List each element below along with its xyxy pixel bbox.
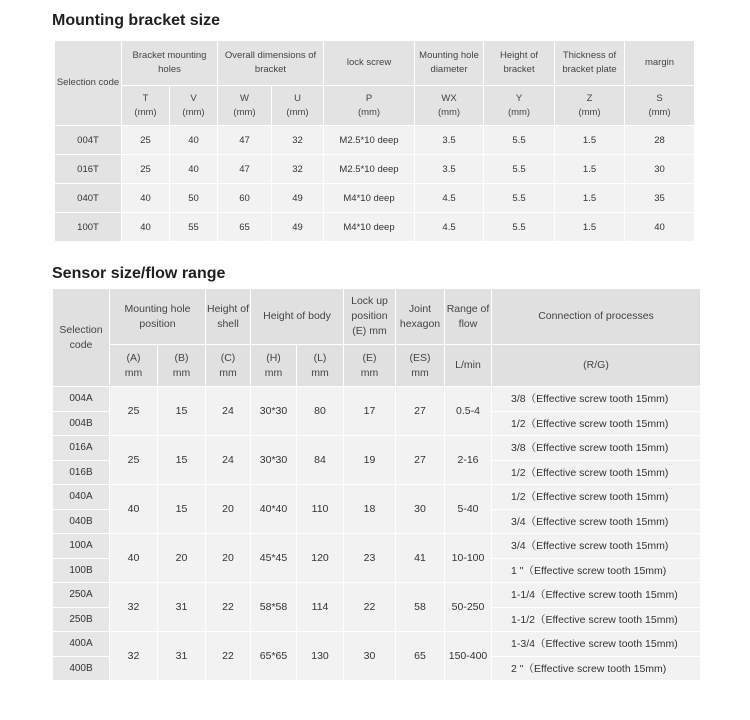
cell-y: 5.5 bbox=[484, 213, 555, 242]
unit-A: (A) mm bbox=[110, 345, 158, 387]
cell-code: 040B bbox=[53, 509, 110, 534]
unit-WX: WX (mm) bbox=[415, 86, 484, 126]
cell-b: 20 bbox=[158, 534, 206, 583]
cell-code: 250A bbox=[53, 583, 110, 608]
header-selection-code: Selection code bbox=[55, 41, 122, 126]
cell-w: 47 bbox=[218, 155, 272, 184]
cell-t: 25 bbox=[122, 126, 170, 155]
cell-b: 15 bbox=[158, 387, 206, 436]
cell-c: 20 bbox=[206, 485, 251, 534]
cell-w: 65 bbox=[218, 213, 272, 242]
cell-l: 120 bbox=[297, 534, 344, 583]
cell-connection: 1/2（Effective screw tooth 15mm) bbox=[492, 485, 701, 510]
cell-l: 84 bbox=[297, 436, 344, 485]
cell-a: 25 bbox=[110, 387, 158, 436]
cell-h: 30*30 bbox=[251, 387, 297, 436]
unit-S: S (mm) bbox=[625, 86, 695, 126]
cell-b: 31 bbox=[158, 632, 206, 681]
unit-rg: (R/G) bbox=[492, 345, 701, 387]
cell-a: 32 bbox=[110, 632, 158, 681]
unit-B: (B) mm bbox=[158, 345, 206, 387]
table-row bbox=[55, 126, 695, 155]
cell-y: 5.5 bbox=[484, 126, 555, 155]
cell-l: 110 bbox=[297, 485, 344, 534]
cell-connection: 3/4（Effective screw tooth 15mm) bbox=[492, 534, 701, 559]
cell-u: 32 bbox=[272, 126, 324, 155]
header-hole-diameter: Mounting hole diameter bbox=[415, 41, 484, 86]
table-row bbox=[55, 184, 695, 213]
cell-h: 40*40 bbox=[251, 485, 297, 534]
sensor-size-title: Sensor size/flow range bbox=[52, 265, 226, 282]
cell-u: 49 bbox=[272, 184, 324, 213]
cell-connection: 1-1/4（Effective screw tooth 15mm) bbox=[492, 583, 701, 608]
header-lock-screw: lock screw bbox=[324, 41, 415, 86]
cell-e: 19 bbox=[344, 436, 396, 485]
cell-a: 40 bbox=[110, 534, 158, 583]
cell-code: 016B bbox=[53, 460, 110, 485]
cell-code: 100T bbox=[55, 213, 122, 242]
unit-V: V (mm) bbox=[170, 86, 218, 126]
unit-ES: (ES) mm bbox=[396, 345, 445, 387]
table-row bbox=[53, 485, 701, 510]
cell-e: 18 bbox=[344, 485, 396, 534]
cell-u: 49 bbox=[272, 213, 324, 242]
cell-range: 0.5-4 bbox=[445, 387, 492, 436]
cell-wx: 4.5 bbox=[415, 184, 484, 213]
header-margin: margin bbox=[625, 41, 695, 86]
cell-code: 400A bbox=[53, 632, 110, 657]
cell-p: M2.5*10 deep bbox=[324, 126, 415, 155]
cell-h: 58*58 bbox=[251, 583, 297, 632]
cell-w: 47 bbox=[218, 126, 272, 155]
cell-s: 30 bbox=[625, 155, 695, 184]
cell-es: 58 bbox=[396, 583, 445, 632]
cell-range: 2-16 bbox=[445, 436, 492, 485]
cell-c: 22 bbox=[206, 583, 251, 632]
cell-connection: 3/4（Effective screw tooth 15mm) bbox=[492, 509, 701, 534]
table-row bbox=[53, 632, 701, 657]
cell-b: 31 bbox=[158, 583, 206, 632]
table-row bbox=[53, 387, 701, 412]
cell-code: 040A bbox=[53, 485, 110, 510]
cell-p: M2.5*10 deep bbox=[324, 155, 415, 184]
cell-code: 004A bbox=[53, 387, 110, 412]
cell-c: 20 bbox=[206, 534, 251, 583]
table-row bbox=[53, 436, 701, 461]
cell-code: 004T bbox=[55, 126, 122, 155]
cell-v: 40 bbox=[170, 126, 218, 155]
table-row bbox=[53, 583, 701, 608]
cell-wx: 4.5 bbox=[415, 213, 484, 242]
cell-h: 30*30 bbox=[251, 436, 297, 485]
cell-z: 1.5 bbox=[555, 155, 625, 184]
cell-range: 10-100 bbox=[445, 534, 492, 583]
header-selection-code: Selection code bbox=[53, 289, 110, 387]
unit-Y: Y (mm) bbox=[484, 86, 555, 126]
cell-code: 100A bbox=[53, 534, 110, 559]
header-lock-up: Lock up position (E) mm bbox=[344, 289, 396, 345]
unit-W: W (mm) bbox=[218, 86, 272, 126]
cell-l: 114 bbox=[297, 583, 344, 632]
header-height: Height of bracket bbox=[484, 41, 555, 86]
cell-c: 24 bbox=[206, 387, 251, 436]
cell-v: 55 bbox=[170, 213, 218, 242]
unit-H: (H) mm bbox=[251, 345, 297, 387]
cell-y: 5.5 bbox=[484, 184, 555, 213]
unit-C: (C) mm bbox=[206, 345, 251, 387]
bracket-size-title: Mounting bracket size bbox=[52, 12, 221, 29]
cell-code: 004B bbox=[53, 411, 110, 436]
cell-code: 100B bbox=[53, 558, 110, 583]
cell-range: 150-400 bbox=[445, 632, 492, 681]
cell-w: 60 bbox=[218, 184, 272, 213]
cell-e: 17 bbox=[344, 387, 396, 436]
cell-wx: 3.5 bbox=[415, 126, 484, 155]
cell-z: 1.5 bbox=[555, 213, 625, 242]
unit-E: (E) mm bbox=[344, 345, 396, 387]
cell-e: 30 bbox=[344, 632, 396, 681]
header-overall-dimensions: Overall dimensions of bracket bbox=[218, 41, 324, 86]
cell-t: 25 bbox=[122, 155, 170, 184]
table-row bbox=[55, 213, 695, 242]
cell-v: 50 bbox=[170, 184, 218, 213]
header-thickness: Thickness of bracket plate bbox=[555, 41, 625, 86]
unit-P: P (mm) bbox=[324, 86, 415, 126]
cell-s: 35 bbox=[625, 184, 695, 213]
cell-es: 27 bbox=[396, 387, 445, 436]
cell-connection: 1-3/4（Effective screw tooth 15mm) bbox=[492, 632, 701, 657]
bracket-size-table bbox=[54, 40, 695, 242]
cell-h: 45*45 bbox=[251, 534, 297, 583]
cell-connection: 3/8（Effective screw tooth 15mm) bbox=[492, 387, 701, 412]
table-row bbox=[55, 155, 695, 184]
cell-connection: 3/8（Effective screw tooth 15mm) bbox=[492, 436, 701, 461]
cell-a: 40 bbox=[110, 485, 158, 534]
cell-l: 130 bbox=[297, 632, 344, 681]
cell-a: 25 bbox=[110, 436, 158, 485]
cell-t: 40 bbox=[122, 213, 170, 242]
cell-y: 5.5 bbox=[484, 155, 555, 184]
header-shell-height: Height of shell bbox=[206, 289, 251, 345]
cell-s: 28 bbox=[625, 126, 695, 155]
unit-Z: Z (mm) bbox=[555, 86, 625, 126]
cell-es: 65 bbox=[396, 632, 445, 681]
header-joint: Joint hexagon bbox=[396, 289, 445, 345]
cell-connection: 1/2（Effective screw tooth 15mm) bbox=[492, 411, 701, 436]
cell-es: 41 bbox=[396, 534, 445, 583]
cell-connection: 1 "（Effective screw tooth 15mm) bbox=[492, 558, 701, 583]
cell-z: 1.5 bbox=[555, 126, 625, 155]
sensor-size-table bbox=[52, 288, 701, 681]
header-body-height: Height of body bbox=[251, 289, 344, 345]
cell-s: 40 bbox=[625, 213, 695, 242]
header-connection: Connection of processes bbox=[492, 289, 701, 345]
cell-a: 32 bbox=[110, 583, 158, 632]
cell-connection: 1/2（Effective screw tooth 15mm) bbox=[492, 460, 701, 485]
cell-c: 22 bbox=[206, 632, 251, 681]
cell-wx: 3.5 bbox=[415, 155, 484, 184]
cell-e: 22 bbox=[344, 583, 396, 632]
cell-h: 65*65 bbox=[251, 632, 297, 681]
cell-connection: 1-1/2（Effective screw tooth 15mm) bbox=[492, 607, 701, 632]
cell-code: 250B bbox=[53, 607, 110, 632]
cell-l: 80 bbox=[297, 387, 344, 436]
cell-code: 400B bbox=[53, 656, 110, 681]
cell-es: 30 bbox=[396, 485, 445, 534]
unit-L: (L) mm bbox=[297, 345, 344, 387]
cell-code: 016A bbox=[53, 436, 110, 461]
cell-u: 32 bbox=[272, 155, 324, 184]
cell-code: 040T bbox=[55, 184, 122, 213]
cell-b: 15 bbox=[158, 436, 206, 485]
cell-e: 23 bbox=[344, 534, 396, 583]
cell-c: 24 bbox=[206, 436, 251, 485]
unit-U: U (mm) bbox=[272, 86, 324, 126]
unit-flow: L/min bbox=[445, 345, 492, 387]
header-bracket-holes: Bracket mounting holes bbox=[122, 41, 218, 86]
cell-b: 15 bbox=[158, 485, 206, 534]
header-range: Range of flow bbox=[445, 289, 492, 345]
cell-p: M4*10 deep bbox=[324, 184, 415, 213]
cell-p: M4*10 deep bbox=[324, 213, 415, 242]
header-mounting-hole: Mounting hole position bbox=[110, 289, 206, 345]
table-row bbox=[53, 534, 701, 559]
cell-range: 5-40 bbox=[445, 485, 492, 534]
cell-t: 40 bbox=[122, 184, 170, 213]
cell-z: 1.5 bbox=[555, 184, 625, 213]
unit-T: T (mm) bbox=[122, 86, 170, 126]
cell-v: 40 bbox=[170, 155, 218, 184]
cell-connection: 2 "（Effective screw tooth 15mm) bbox=[492, 656, 701, 681]
cell-range: 50-250 bbox=[445, 583, 492, 632]
cell-es: 27 bbox=[396, 436, 445, 485]
cell-code: 016T bbox=[55, 155, 122, 184]
